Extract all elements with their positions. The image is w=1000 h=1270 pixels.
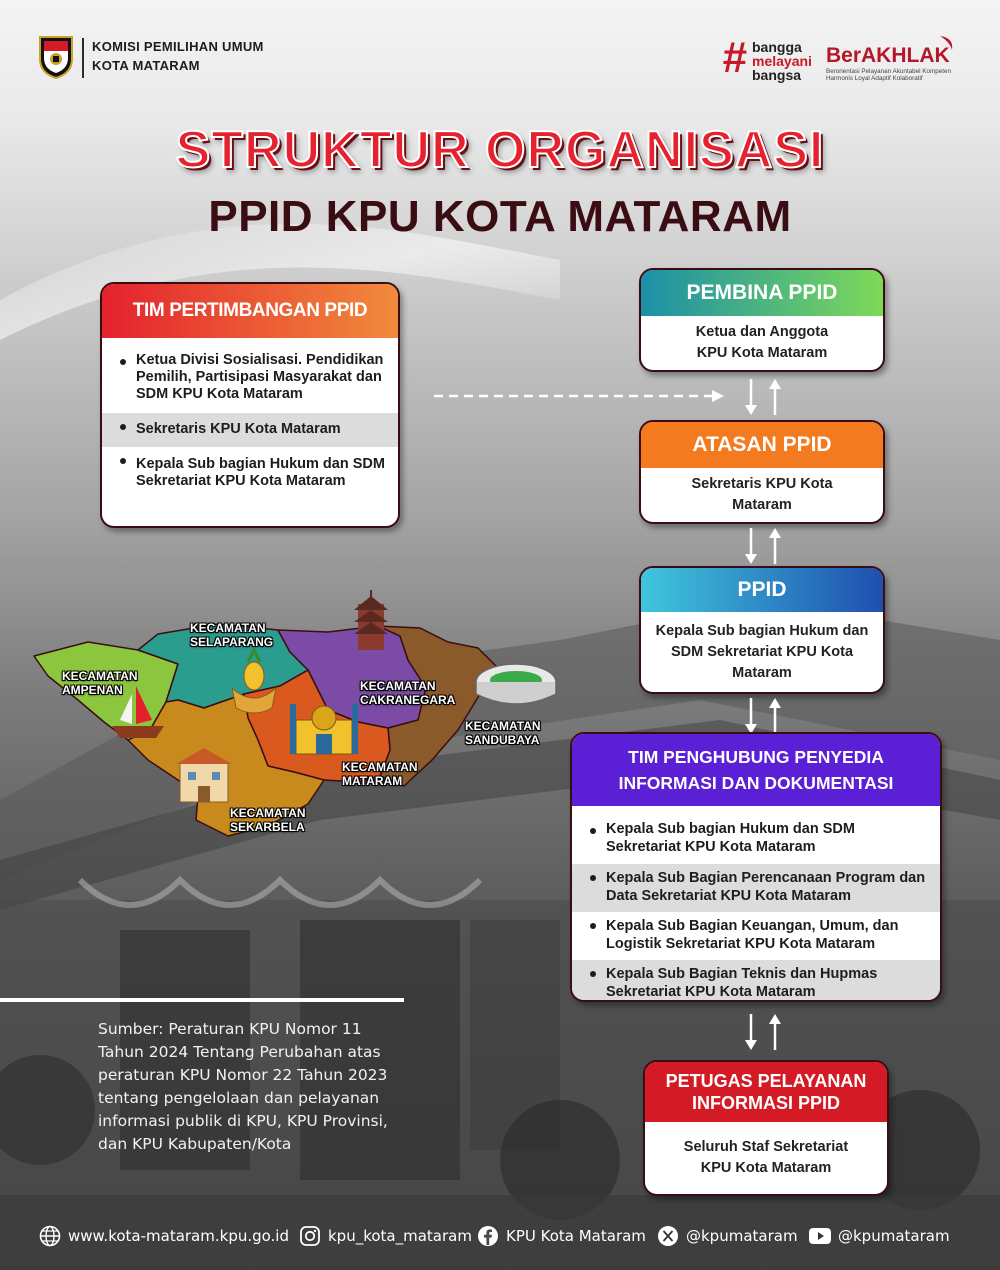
tim-penghubung-title: TIM PENGHUBUNG PENYEDIA INFORMASI DAN DOKUMENTASI [572,734,940,806]
up-arrow-icon [762,696,788,736]
footer [0,1218,1000,1254]
globe-icon [38,1224,62,1248]
x-twitter-icon [656,1224,680,1248]
down-arrow-icon [738,696,764,736]
map-label-sekarbela: KECAMATAN SEKARBELA [230,806,306,834]
up-arrow-icon [762,377,788,417]
facebook-text: KPU Kota Mataram [506,1227,646,1245]
page-subtitle: PPID KPU KOTA MATARAM [208,192,792,241]
atasan-ppid-title: ATASAN PPID [641,422,883,468]
tim-pertimbangan-card [100,282,400,528]
hashtag-icon: # [722,33,747,82]
map-label-mataram: KECAMATAN MATARAM [342,760,418,788]
down-arrow-icon [738,1012,764,1052]
map-label-ampenan: KECAMATAN AMPENAN [62,669,138,697]
down-arrow-icon [738,377,764,417]
atasan-ppid-card [639,420,885,524]
atasan-ppid-body: Sekretaris KPU Kota Mataram [691,476,833,513]
temple-icon [354,590,388,650]
org-name-line2: KOTA MATARAM [92,58,200,73]
dashed-connector-arrow [432,386,728,406]
list-item: Kepala Sub Bagian Keuangan, Umum, dan Logistik Sekretariat KPU Kota Mataram [572,912,940,960]
list-item: Ketua Divisi Sosialisasi. Pendidikan Pemilih, Partisipasi Masyarakat dan SDM KPU Kota Mataram [102,348,398,413]
petugas-pelayanan-card [643,1060,889,1196]
stadium-icon [476,664,556,704]
berakhlak-tagline: Berorientasi Pelayanan Akuntabel Kompeten Harmonis Loyal Adaptif Kolaboratif [826,68,951,82]
up-arrow-icon [762,1012,788,1052]
footer-website[interactable] [38,1218,289,1254]
source-text: Sumber: Peraturan KPU Nomor 11 Tahun 2024 Tentang Perubahan atas peraturan KPU Nomor 22 Tahun 2023 tentang pengelolaan dan pelayanan informasi publik di KPU, KPU Provinsi, dan KPU Kabupaten/Kota [98,1020,388,1153]
page-title: STRUKTUR ORGANISASI [175,121,825,179]
youtube-icon [808,1224,832,1248]
map-label-cakranegara: KECAMATAN CAKRANEGARA [360,679,456,707]
instagram-text: kpu_kota_mataram [328,1227,472,1245]
down-arrow-icon [738,526,764,566]
tag-word-3: bangsa [752,67,802,83]
list-item: Sekretaris KPU Kota Mataram [102,413,398,447]
x-text: @kpumataram [686,1227,798,1245]
berakhlak-swoosh-icon [936,34,958,56]
tim-penghubung-list [572,806,940,1002]
list-item: Kepala Sub Bagian Perencanaan Program dan Data Sekretariat KPU Kota Mataram [572,864,940,912]
footer-youtube[interactable] [808,1218,950,1254]
bangga-melayani-bangsa-logo [752,40,812,82]
website-text: www.kota-mataram.kpu.go.id [68,1227,290,1245]
organization-name [92,37,264,75]
footer-instagram[interactable] [298,1218,472,1254]
tim-pertimbangan-list [102,338,398,490]
tag-word-2: melayani [752,53,812,69]
list-item: Kepala Sub Bagian Teknis dan Hupmas Sekretariat KPU Kota Mataram [572,960,940,1002]
pembina-ppid-title: PEMBINA PPID [641,270,883,316]
ppid-title: PPID [641,568,883,612]
pembina-ppid-card [639,268,885,372]
list-item: Kepala Sub bagian Hukum dan SDM Sekretariat KPU Kota Mataram [102,447,398,490]
youtube-text: @kpumataram [838,1227,950,1245]
map-label-sandubaya: KECAMATAN SANDUBAYA [465,719,541,747]
up-arrow-icon [762,526,788,566]
map-label-selaparang: KECAMATAN SELAPARANG [190,621,274,649]
ppid-card [639,566,885,694]
instagram-icon [298,1224,322,1248]
tag-word-1: bangga [752,39,802,55]
footer-facebook[interactable] [476,1218,646,1254]
pembina-ppid-body: Ketua dan Anggota KPU Kota Mataram [695,324,829,361]
org-name-line1: KOMISI PEMILIHAN UMUM [92,39,264,54]
berakhlak-logo: BerAKHLAK [826,44,950,67]
header-divider [82,38,84,78]
petugas-pelayanan-title: PETUGAS PELAYANAN INFORMASI PPID [645,1062,887,1122]
tim-pertimbangan-title: TIM PERTIMBANGAN PPID [102,284,398,338]
tim-penghubung-card [570,732,942,1002]
footer-x[interactable] [656,1218,798,1254]
ppid-body: Kepala Sub bagian Hukum dan SDM Sekretariat KPU Kota Mataram [655,622,869,681]
source-divider [0,998,404,1002]
petugas-pelayanan-body: Seluruh Staf Sekretariat KPU Kota Mataram [683,1139,849,1176]
kpu-logo-icon [36,33,76,79]
list-item: Kepala Sub bagian Hukum dan SDM Sekretariat KPU Kota Mataram [572,817,940,864]
facebook-icon [476,1224,500,1248]
